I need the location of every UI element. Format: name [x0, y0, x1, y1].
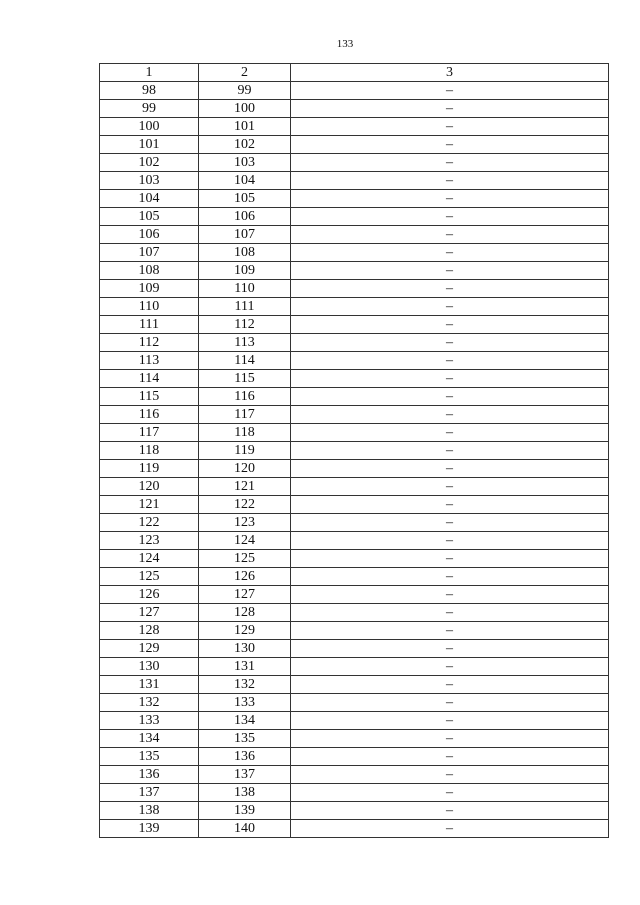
table-cell-col2: 102 [199, 136, 291, 154]
table-cell-col3: – [291, 280, 609, 298]
table-cell-col2: 107 [199, 226, 291, 244]
table-row [100, 82, 609, 100]
table-row [100, 802, 609, 820]
table-cell-col2: 125 [199, 550, 291, 568]
table-cell-col2: 134 [199, 712, 291, 730]
table-cell-col1: 113 [100, 352, 199, 370]
table-cell-col1: 128 [100, 622, 199, 640]
table-cell-col3: – [291, 568, 609, 586]
table-row [100, 118, 609, 136]
table-cell-col2: 114 [199, 352, 291, 370]
table-cell-col3: – [291, 190, 609, 208]
table-cell-col1: 122 [100, 514, 199, 532]
table-row [100, 622, 609, 640]
table-cell-col3: – [291, 100, 609, 118]
table-cell-col2: 124 [199, 532, 291, 550]
table-cell-col2: 121 [199, 478, 291, 496]
table-cell-col3: – [291, 676, 609, 694]
table-cell-col3: – [291, 118, 609, 136]
table-body [100, 82, 609, 838]
table-cell-col2: 140 [199, 820, 291, 838]
table-cell-col3: – [291, 640, 609, 658]
table-row [100, 352, 609, 370]
column-header-1: 1 [100, 64, 199, 82]
table-row [100, 784, 609, 802]
table-cell-col2: 112 [199, 316, 291, 334]
table-cell-col1: 99 [100, 100, 199, 118]
table-cell-col3: – [291, 694, 609, 712]
table-cell-col2: 109 [199, 262, 291, 280]
table-cell-col3: – [291, 334, 609, 352]
table-cell-col3: – [291, 406, 609, 424]
page-number: 133 [336, 38, 354, 50]
table-row [100, 730, 609, 748]
table-cell-col2: 106 [199, 208, 291, 226]
table-cell-col3: – [291, 226, 609, 244]
table-cell-col1: 115 [100, 388, 199, 406]
table-cell-col1: 103 [100, 172, 199, 190]
table-cell-col2: 103 [199, 154, 291, 172]
table-cell-col3: – [291, 352, 609, 370]
table-cell-col3: – [291, 820, 609, 838]
table-cell-col1: 118 [100, 442, 199, 460]
data-table [99, 63, 609, 838]
table-row [100, 262, 609, 280]
table-cell-col3: – [291, 154, 609, 172]
table-cell-col1: 134 [100, 730, 199, 748]
table-cell-col3: – [291, 208, 609, 226]
table-cell-col3: – [291, 424, 609, 442]
table-cell-col3: – [291, 82, 609, 100]
table-row [100, 442, 609, 460]
table-cell-col2: 138 [199, 784, 291, 802]
table-cell-col1: 130 [100, 658, 199, 676]
table-row [100, 280, 609, 298]
column-header-2: 2 [199, 64, 291, 82]
table-cell-col2: 126 [199, 568, 291, 586]
table-cell-col1: 119 [100, 460, 199, 478]
table-cell-col3: – [291, 172, 609, 190]
table-cell-col1: 137 [100, 784, 199, 802]
table-cell-col1: 102 [100, 154, 199, 172]
table-cell-col1: 136 [100, 766, 199, 784]
table-cell-col1: 121 [100, 496, 199, 514]
table-cell-col2: 104 [199, 172, 291, 190]
table-cell-col1: 111 [100, 316, 199, 334]
table-cell-col2: 110 [199, 280, 291, 298]
table-row [100, 406, 609, 424]
table-row [100, 766, 609, 784]
table-cell-col3: – [291, 784, 609, 802]
table-cell-col3: – [291, 766, 609, 784]
table-row [100, 460, 609, 478]
table-cell-col2: 111 [199, 298, 291, 316]
table-cell-col3: – [291, 478, 609, 496]
table-cell-col3: – [291, 388, 609, 406]
table-row [100, 640, 609, 658]
table-cell-col2: 120 [199, 460, 291, 478]
table-cell-col2: 128 [199, 604, 291, 622]
table-row [100, 604, 609, 622]
table-row [100, 496, 609, 514]
table-cell-col2: 101 [199, 118, 291, 136]
table-cell-col2: 117 [199, 406, 291, 424]
table-cell-col2: 127 [199, 586, 291, 604]
table-cell-col2: 136 [199, 748, 291, 766]
table-cell-col3: – [291, 550, 609, 568]
table-cell-col3: – [291, 496, 609, 514]
table-row [100, 658, 609, 676]
table-cell-col3: – [291, 316, 609, 334]
table-row [100, 568, 609, 586]
table-cell-col1: 114 [100, 370, 199, 388]
table-row [100, 370, 609, 388]
table-header [100, 64, 609, 82]
table-cell-col2: 131 [199, 658, 291, 676]
table-cell-col2: 115 [199, 370, 291, 388]
table-row [100, 586, 609, 604]
table-cell-col1: 117 [100, 424, 199, 442]
table-cell-col1: 98 [100, 82, 199, 100]
table-cell-col1: 139 [100, 820, 199, 838]
table-cell-col3: – [291, 730, 609, 748]
header-row [100, 64, 609, 82]
table-cell-col2: 105 [199, 190, 291, 208]
column-header-3: 3 [291, 64, 609, 82]
table-row [100, 298, 609, 316]
table-cell-col2: 113 [199, 334, 291, 352]
table-cell-col1: 123 [100, 532, 199, 550]
table-cell-col2: 132 [199, 676, 291, 694]
table-cell-col3: – [291, 622, 609, 640]
table-row [100, 748, 609, 766]
table-cell-col3: – [291, 586, 609, 604]
table-cell-col3: – [291, 460, 609, 478]
table-row [100, 334, 609, 352]
table-cell-col3: – [291, 712, 609, 730]
table-cell-col2: 100 [199, 100, 291, 118]
table-cell-col2: 139 [199, 802, 291, 820]
table-cell-col2: 108 [199, 244, 291, 262]
table-row [100, 190, 609, 208]
table-cell-col1: 109 [100, 280, 199, 298]
table-row [100, 676, 609, 694]
table-cell-col1: 110 [100, 298, 199, 316]
table-cell-col1: 124 [100, 550, 199, 568]
table-row [100, 316, 609, 334]
table-cell-col3: – [291, 532, 609, 550]
table-row [100, 550, 609, 568]
table-cell-col1: 131 [100, 676, 199, 694]
table-cell-col1: 133 [100, 712, 199, 730]
table-cell-col1: 138 [100, 802, 199, 820]
table-cell-col3: – [291, 604, 609, 622]
table-cell-col1: 120 [100, 478, 199, 496]
table-cell-col1: 112 [100, 334, 199, 352]
table-cell-col3: – [291, 748, 609, 766]
table-row [100, 424, 609, 442]
table-cell-col2: 133 [199, 694, 291, 712]
table-cell-col3: – [291, 244, 609, 262]
table-cell-col2: 122 [199, 496, 291, 514]
table-row [100, 532, 609, 550]
table-cell-col1: 101 [100, 136, 199, 154]
table-cell-col1: 135 [100, 748, 199, 766]
table-cell-col1: 100 [100, 118, 199, 136]
table-cell-col2: 129 [199, 622, 291, 640]
table-cell-col2: 123 [199, 514, 291, 532]
table-cell-col2: 116 [199, 388, 291, 406]
table-cell-col3: – [291, 514, 609, 532]
table-row [100, 208, 609, 226]
table-row [100, 172, 609, 190]
table-row [100, 820, 609, 838]
table-cell-col3: – [291, 262, 609, 280]
table-cell-col1: 129 [100, 640, 199, 658]
table-row [100, 244, 609, 262]
table-cell-col1: 116 [100, 406, 199, 424]
table-cell-col3: – [291, 442, 609, 460]
table-row [100, 514, 609, 532]
table-row [100, 136, 609, 154]
table-row [100, 478, 609, 496]
table-cell-col1: 127 [100, 604, 199, 622]
table-row [100, 388, 609, 406]
table-cell-col1: 125 [100, 568, 199, 586]
table-cell-col2: 135 [199, 730, 291, 748]
table-cell-col2: 130 [199, 640, 291, 658]
table-row [100, 154, 609, 172]
table-cell-col1: 132 [100, 694, 199, 712]
table-cell-col3: – [291, 802, 609, 820]
table-cell-col1: 105 [100, 208, 199, 226]
table-cell-col1: 106 [100, 226, 199, 244]
table-cell-col1: 108 [100, 262, 199, 280]
table-cell-col3: – [291, 136, 609, 154]
table-row [100, 226, 609, 244]
table-cell-col3: – [291, 298, 609, 316]
table-cell-col2: 118 [199, 424, 291, 442]
table-cell-col1: 107 [100, 244, 199, 262]
table-cell-col2: 99 [199, 82, 291, 100]
table-row [100, 100, 609, 118]
table-cell-col2: 119 [199, 442, 291, 460]
table-cell-col2: 137 [199, 766, 291, 784]
table-row [100, 712, 609, 730]
table-cell-col1: 104 [100, 190, 199, 208]
table-cell-col3: – [291, 658, 609, 676]
table-row [100, 694, 609, 712]
table-cell-col3: – [291, 370, 609, 388]
table-cell-col1: 126 [100, 586, 199, 604]
